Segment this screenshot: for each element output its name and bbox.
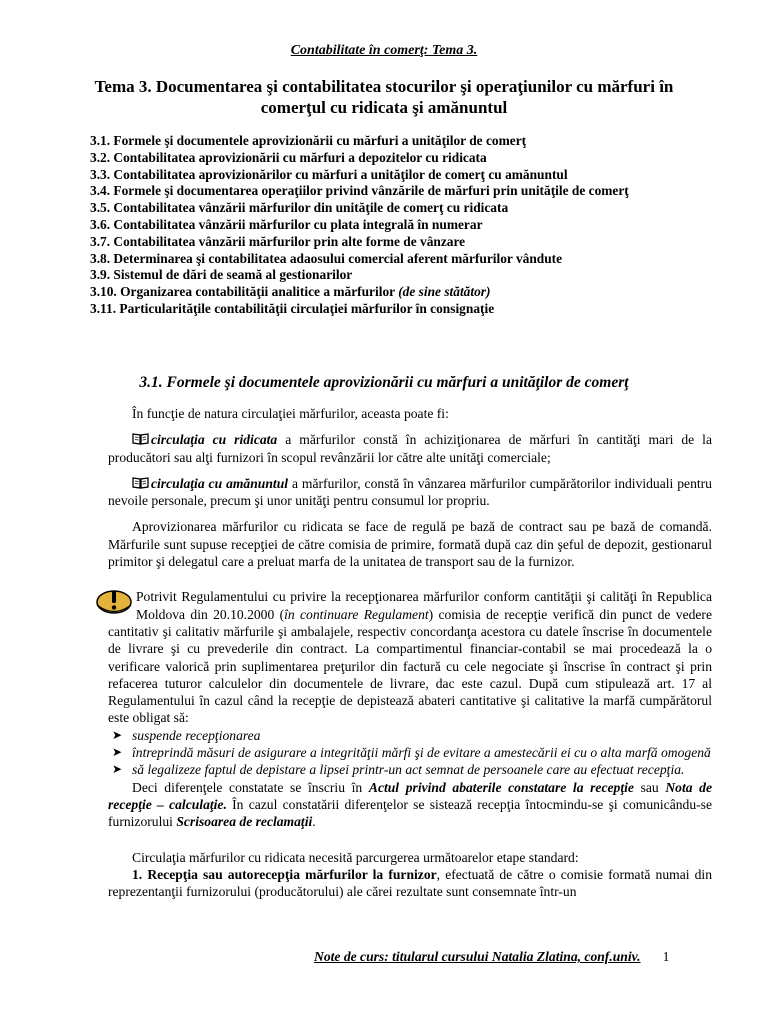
regulation-abbrev: în continuare Regulament xyxy=(284,606,429,622)
buyer-obligations-list xyxy=(108,727,712,779)
toc-item: 3.11. Particularităţile contabilităţii circulaţiei mărfurilor în consignaţie xyxy=(90,300,495,316)
document-title: Tema 3. Documentarea şi contabilitatea stocurilor şi operaţiunilor cu mărfuri în comerţul cu ridicata şi amănuntul xyxy=(94,77,674,117)
circulation-wholesale-paragraph xyxy=(108,431,712,466)
page-footer xyxy=(314,949,669,965)
regulation-text-end: ) comisia de recepţie verifică din punct de vedere cantitativ şi calitativ mărfurile şi ambalajele, respectiv concordanţa acestora cu datele înscrise în documentele de livrare şi cu prevederile din contract. La compartimentul financiar-contabil se mai procedează la o verificare valorică prin suplimentarea preţurilor din factură cu cele negociate şi înscrise în contract şi prin refacerea tuturor calculelor din documentele de livrare, dac este cazul. După cum stipulează art. 17 al Regulamentului în cazul când la recepţie de depistează abateri cantitative şi calitative la marfă cumpărătorul este obligat să: xyxy=(108,606,712,726)
arrow-bullet-icon: ➤ xyxy=(112,727,123,742)
footer-note: Note de curs: titularul cursului Natalia Zlatina, conf.univ. xyxy=(314,949,641,964)
toc-item: 3.7. Contabilitatea vânzării mărfurilor prin alte forme de vânzare xyxy=(90,233,466,249)
term-wholesale-definition: a mărfurilor constă în achiziţionarea de mărfuri în cantităţi mari de la producători sau alţi furnizori în scopul revânzării lor către alte unităţi comerciale; xyxy=(108,432,712,465)
stage-1-paragraph: 1. Recepţia sau autorecepţia mărfurilor la furnizor, efectuată de către o comisie formată numai din reprezentanţii furnizorului (producătorului) ale cărei rezultate sunt consemnate într-un xyxy=(108,866,712,900)
regulation-paragraph xyxy=(108,588,712,726)
arrow-bullet-icon: ➤ xyxy=(112,745,123,760)
running-header xyxy=(0,43,768,59)
list-item: ➤ suspende recepţionarea xyxy=(112,727,261,743)
toc-item: 3.3. Contabilitatea aprovizionărilor cu mărfuri a unităţilor de comerţ cu amănuntul xyxy=(90,166,568,182)
term-retail: circulaţia cu amănuntul xyxy=(151,475,289,491)
table-of-contents xyxy=(90,133,742,318)
act-name: Actul privind abaterile constatare la recepţie xyxy=(368,779,634,795)
list-item: ➤ să legalizeze faptul de depistare a lipsei printr-un act semnat de persoanele care au efectuat recepţia. xyxy=(112,762,685,778)
toc-item: 3.6. Contabilitatea vânzării mărfurilor cu plata integrală în numerar xyxy=(90,216,483,232)
toc-item: 3.1. Formele şi documentele aprovizionării cu mărfuri a unităţilor de comerţ xyxy=(90,133,527,148)
term-wholesale: circulaţia cu ridicata xyxy=(151,432,278,448)
complaint-letter-name: Scrisoarea de reclamaţii xyxy=(176,814,313,830)
section-heading: 3.1. Formele şi documentele aprovizionării cu mărfuri a unităţilor de comerţ xyxy=(139,374,629,391)
stage-1-title: 1. Recepţia sau autorecepţia mărfurilor la furnizor xyxy=(132,866,437,882)
open-book-icon xyxy=(132,433,149,445)
toc-item-note: (de sine stătător) xyxy=(398,284,491,300)
stages-intro-paragraph: Circulaţia mărfurilor cu ridicata necesită parcurgerea următoarelor etape standard: xyxy=(132,849,579,865)
section-body xyxy=(108,405,712,900)
toc-item: 3.5. Contabilitatea vânzării mărfurilor din unităţile de comerţ cu ridicata xyxy=(90,200,509,216)
toc-item: 3.4. Formele şi documentarea operaţiilor privind vânzările de mărfuri prin unităţile de comerţ xyxy=(90,183,629,199)
toc-item: 3.2. Contabilitatea aprovizionării cu mărfuri a depozitelor cu ridicata xyxy=(90,149,487,165)
contract-paragraph: Aprovizionarea mărfurilor cu ridicata se face de regulă pe bază de contract sau pe bază de comandă. Mărfurile sunt supuse recepţiei de către comisia de primire, formată după caz din şeful de depozit, gestionarul primitor şi delegatul care a preluat marfa de la unitatea de transport sau de la furnizor. xyxy=(108,519,712,570)
term-retail-definition: a mărfurilor, constă în vânzarea mărfurilor cumpărătorilor individuali pentru nevoile personale, precum şi unor unităţi pentru consumul lor propriu. xyxy=(108,475,712,509)
differences-paragraph: Deci diferenţele constatate se înscriu în Actul privind abaterile constatare la recepţie sau Nota de recepţie – calculaţie. În cazul constatării diferenţelor se sistează recepţia întocmindu-se şi comunicându-se furnizorului Scrisoarea de reclamaţii. xyxy=(108,779,712,830)
toc-item: 3.9. Sistemul de dări de seamă al gestionarilor xyxy=(90,267,353,283)
toc-item xyxy=(90,284,742,301)
list-item: ➤ întreprindă măsuri de asigurare a integrităţii mărfi şi de evitare a amestecării ei cu o alta marfă omogenă xyxy=(112,745,711,761)
receipt-note-name: Nota de recepţie – calculaţie. xyxy=(108,779,712,812)
page-number: 1 xyxy=(662,949,670,964)
circulation-retail-paragraph xyxy=(108,475,712,510)
open-book-icon xyxy=(132,477,149,489)
toc-item-label: 3.10. Organizarea contabilităţii analitice a mărfurilor xyxy=(90,284,395,300)
arrow-bullet-icon: ➤ xyxy=(112,762,123,777)
running-header-text: Contabilitate în comerţ: Tema 3. xyxy=(290,43,478,58)
intro-paragraph: În funcţie de natura circulaţiei mărfurilor, aceasta poate fi: xyxy=(132,406,449,421)
warning-icon xyxy=(92,584,132,614)
toc-item: 3.8. Determinarea şi contabilitatea adaosului comercial aferent mărfurilor vândute xyxy=(90,250,563,266)
regulation-text-start: Potrivit Regulamentului cu privire la recepţionarea mărfurilor conform cantităţii şi calităţi în Republica Moldova din 20.10.2000 ( xyxy=(136,589,712,622)
